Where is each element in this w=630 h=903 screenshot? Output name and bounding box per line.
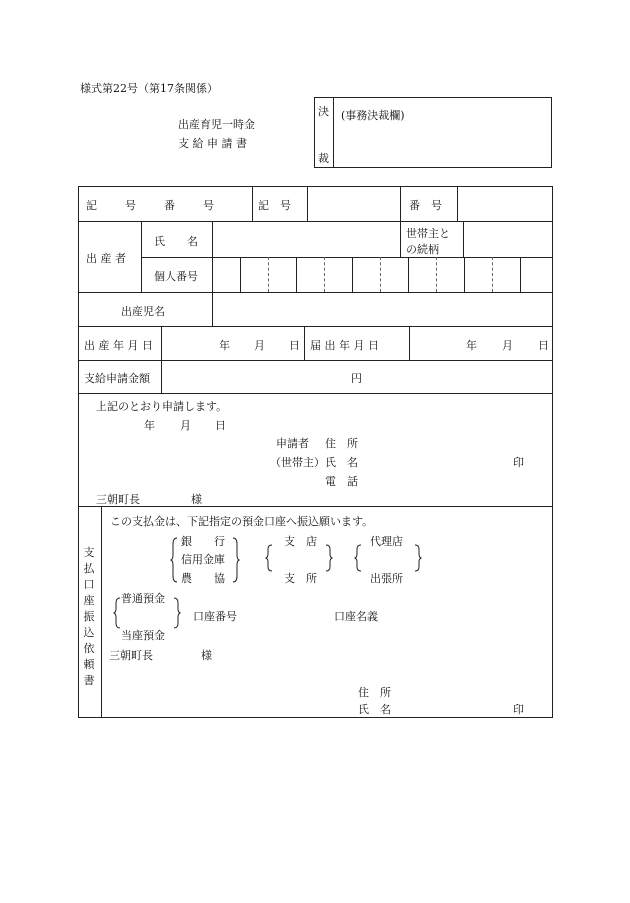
account-number-label: 口座番号 — [193, 610, 237, 623]
bank-option-nokyo[interactable]: 農 協 — [181, 572, 225, 585]
transfer-side-label: 支払口座振込依頼書 — [83, 546, 95, 687]
account-name-label: 口座名義 — [334, 610, 378, 623]
birth-month-char: 月 — [254, 339, 265, 352]
form-number-label: 様式第22号（第17条関係） — [80, 82, 218, 95]
transfer-addressee-honorific: 様 — [201, 649, 212, 662]
branch-option-shisho[interactable]: 支 所 — [284, 572, 317, 585]
kigou-label: 記 号 — [258, 199, 291, 212]
applicant-label: 出 産 者 — [86, 252, 126, 265]
relation-label-1: 世帯主と — [406, 227, 450, 240]
branch-option-shiten[interactable]: 支 店 — [284, 535, 317, 548]
notification-day-char: 日 — [538, 339, 549, 352]
notification-year-char: 年 — [466, 339, 477, 352]
kigou-bangou-label: 記 号 番 号 — [86, 199, 216, 212]
birth-date-label: 出 産 年 月 日 — [84, 339, 153, 352]
my-number-label: 個人番号 — [154, 270, 198, 283]
transfer-seal: 印 — [513, 703, 524, 716]
application-statement: 上記のとおり申請します。 — [96, 400, 228, 413]
decision-note: (事務決裁欄) — [341, 109, 405, 122]
notification-date-label: 届 出 年 月 日 — [310, 339, 379, 352]
applicant-phone-label: 電 話 — [325, 475, 358, 488]
notification-month-char: 月 — [502, 339, 513, 352]
householder-prefix: （世帯主） — [270, 456, 325, 469]
name-field[interactable] — [217, 233, 395, 249]
bangou-field[interactable] — [462, 197, 548, 213]
kigou-field[interactable] — [312, 197, 396, 213]
addressee-honorific: 様 — [191, 493, 202, 506]
applicant-prefix: 申請者 — [276, 437, 309, 450]
bank-option-ginko[interactable]: 銀 行 — [181, 535, 225, 548]
transfer-name-label: 氏 名 — [358, 703, 391, 716]
application-date-month: 月 — [180, 419, 191, 432]
bangou-label: 番 号 — [409, 199, 442, 212]
applicant-address-label: 住 所 — [325, 437, 358, 450]
relation-field[interactable] — [468, 233, 548, 249]
birth-year-char: 年 — [219, 339, 230, 352]
child-name-label: 出産児名 — [121, 305, 165, 318]
agency-option-dairiten[interactable]: 代理店 — [370, 535, 403, 548]
form-title-line2: 支 給 申 請 書 — [178, 137, 247, 150]
agency-option-shutchojo[interactable]: 出張所 — [370, 572, 403, 585]
application-date-day: 日 — [215, 419, 226, 432]
transfer-addressee: 三朝町長 — [109, 649, 153, 662]
decision-char-1: 決 — [318, 105, 329, 118]
amount-label: 支給申請金額 — [84, 372, 150, 385]
applicant-name-label: 氏 名 — [325, 456, 358, 469]
name-label: 氏 名 — [154, 235, 198, 248]
relation-label-2: の続柄 — [406, 243, 439, 256]
decision-char-2: 裁 — [318, 152, 329, 165]
child-name-field[interactable] — [217, 303, 547, 319]
applicant-seal: 印 — [513, 456, 524, 469]
application-date-year: 年 — [144, 419, 155, 432]
birth-day-char: 日 — [289, 339, 300, 352]
form-title-line1: 出産育児一時金 — [178, 118, 255, 131]
bank-option-shinkin[interactable]: 信用金庫 — [181, 553, 225, 566]
transfer-statement: この支払金は、下記指定の預金口座へ振込願います。 — [110, 515, 374, 528]
yen-char: 円 — [351, 372, 362, 385]
transfer-address-label: 住 所 — [358, 686, 391, 699]
addressee: 三朝町長 — [96, 493, 140, 506]
account-type-futsu[interactable]: 普通預金 — [121, 592, 165, 605]
account-type-toza[interactable]: 当座預金 — [121, 629, 165, 642]
